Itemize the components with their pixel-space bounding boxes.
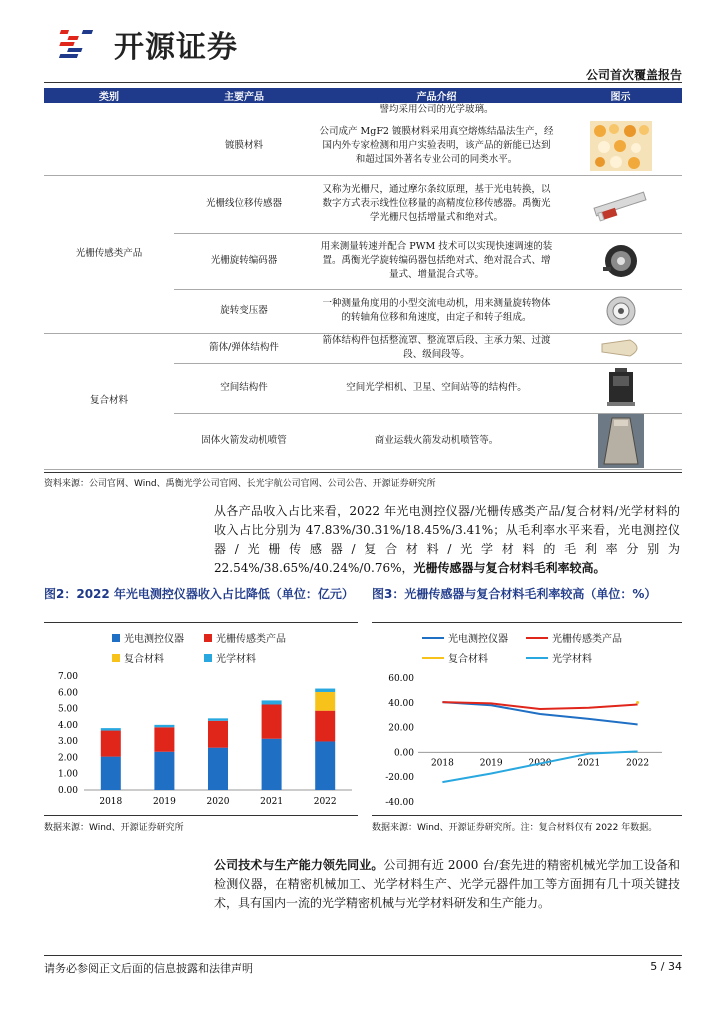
legend-swatch (422, 657, 444, 659)
figure3-source-note: 数据来源：Wind、开源证券研究所。注：复合材料仅有 2022 年数据。 (372, 823, 658, 833)
bar-segment (262, 739, 282, 790)
y-tick-label: -40.00 (385, 798, 414, 808)
x-tick-label: 2020 (528, 758, 552, 769)
image-cell (559, 175, 682, 233)
image-cell (559, 289, 682, 333)
table-bottom-rule (44, 472, 682, 473)
bar-segment (101, 757, 121, 790)
legend-swatch (422, 637, 444, 639)
bar-segment (262, 705, 282, 739)
bar-segment (315, 711, 335, 742)
intro-cell: 譬均采用公司的光学玻璃。 (379, 104, 494, 115)
y-tick-label: -20.00 (385, 773, 414, 784)
footer-disclaimer: 请务必参阅正文后面的信息披露和法律声明 (44, 962, 253, 975)
image-cell (559, 333, 682, 363)
figure2-title: 图2：2022 年光电测控仪器收入占比降低（单位：亿元） (44, 587, 354, 601)
bar-segment (315, 741, 335, 790)
figure2-top-rule (44, 622, 358, 623)
legend-swatch (526, 637, 548, 639)
rocket-fairing-image (596, 334, 646, 362)
figure3-top-rule (372, 622, 682, 623)
column-header: 主要产品 (174, 88, 314, 103)
paragraph-technology (214, 856, 680, 913)
column-header: 类别 (44, 88, 174, 103)
image-cell (559, 117, 682, 175)
y-tick-label: 0.00 (393, 748, 414, 759)
x-tick-label: 2019 (152, 797, 176, 807)
bar-segment (154, 727, 174, 751)
column-header: 产品介绍 (314, 88, 559, 103)
table-row (44, 175, 682, 233)
legend-item (112, 650, 164, 665)
paragraph-revenue-margin (214, 502, 680, 578)
legend-swatch (112, 634, 120, 642)
y-tick-label: 2.00 (57, 753, 78, 764)
revenue-stacked-bar-chart (44, 668, 358, 813)
legend-swatch (204, 654, 212, 662)
legend-item (422, 650, 488, 665)
paragraph-text: 从各产品收入占比来看，2022 年光电测控仪器/光栅传感类产品/复合材料/光学材料的收入占比分别为 47.83%/30.31%/18.45%/3.41%；从毛利率水平来看，光电测控仪器/光栅传感器/复合材料/光学材料的毛利率分别为 22.54%/38.65%/40.24%/0.76%， (214, 504, 680, 575)
legend-label: 光电测控仪器 (124, 634, 184, 645)
legend-item (204, 630, 286, 645)
product-table (44, 88, 682, 470)
product-cell: 固体火箭发动机喷管 (174, 413, 314, 469)
legend-swatch (526, 657, 548, 659)
bar-segment (208, 748, 228, 790)
product-cell: 光栅旋转编码器 (174, 233, 314, 289)
product-cell: 空间结构件 (174, 363, 314, 413)
legend-item (204, 650, 256, 665)
product-cell: 箭体/弹体结构件 (174, 333, 314, 363)
x-tick-label: 2018 (99, 797, 123, 807)
legend-swatch (204, 634, 212, 642)
bar-segment (315, 689, 335, 692)
image-cell (559, 413, 682, 469)
category-cell: 光栅传感类产品 (44, 175, 174, 333)
y-tick-label: 20.00 (388, 723, 414, 734)
y-tick-label: 40.00 (388, 698, 414, 709)
x-tick-label: 2018 (430, 758, 454, 769)
rotary-encoder-image (601, 241, 641, 281)
y-tick-label: 60.00 (388, 674, 414, 684)
image-cell (559, 363, 682, 413)
bar-segment (262, 700, 282, 704)
legend-label: 复合材料 (124, 654, 164, 665)
intro-cell: 又称为光栅尺，通过摩尔条纹原理，基于光电转换，以数字方式表示线性位移量的高精度位移传感器。禹衡光学光栅尺包括增量式和绝对式。 (314, 175, 559, 233)
legend-label: 复合材料 (448, 654, 488, 665)
legend-item (112, 630, 184, 645)
paragraph-text: 公司拥有近 2000 台/套先进的精密机械光学加工设备和检测仪器，在精密机械加工、光学材料生产、光学元器件加工等方面拥有几十项关键技术，具有国内一流的光学精密机械与光学材料研发和生产能力。 (214, 858, 680, 910)
legend-label: 光学材料 (216, 654, 256, 665)
intro-cell: 空间光学相机、卫星、空间站等的结构件。 (314, 363, 559, 413)
intro-cell: 公司成产 MgF2 镀膜材料采用真空熔炼结晶法生产，经国内外专家检测和用户实验表明，该产品的新能已达到和超过国外著名专业公司的同类水平。 (314, 117, 559, 175)
legend-label: 光学材料 (552, 654, 592, 665)
y-tick-label: 0.00 (57, 786, 78, 796)
company-logo (58, 22, 238, 66)
paragraph-bold: 公司技术与生产能力领先同业。 (214, 858, 384, 872)
category-cell: 复合材料 (44, 333, 174, 469)
report-type-label: 公司首次覆盖报告 (585, 68, 682, 82)
legend-item (526, 630, 622, 645)
series-point (636, 701, 639, 704)
x-tick-label: 2020 (206, 797, 230, 807)
product-cell: 镀膜材料 (174, 117, 314, 175)
bar-segment (154, 725, 174, 727)
table-header-row (44, 88, 682, 103)
bar-segment (101, 728, 121, 730)
header-divider (44, 82, 682, 83)
intro-cell: 箭体结构件包括整流罩、整流罩后段、主承力架、过渡段、级间段等。 (314, 333, 559, 363)
bar-segment (208, 718, 228, 720)
rocket-nozzle-image (598, 414, 644, 468)
intro-cell: 一种测量角度用的小型交流电动机，用来测量旋转物体的转轴角位移和角速度，由定子和转子组成。 (314, 289, 559, 333)
gross-margin-line-chart (372, 668, 682, 813)
x-tick-label: 2022 (313, 797, 337, 807)
figure3-bottom-rule (372, 815, 682, 816)
y-tick-label: 4.00 (57, 720, 78, 731)
bar-segment (101, 731, 121, 757)
legend-swatch (112, 654, 120, 662)
figure3-title: 图3：光栅传感器与复合材料毛利率较高（单位：%） (372, 587, 657, 601)
category-cell (44, 103, 174, 175)
page-number: 5 / 34 (650, 960, 682, 973)
figure2-bottom-rule (44, 815, 358, 816)
logo-icon (58, 22, 108, 66)
table-row (44, 333, 682, 363)
image-cell (559, 233, 682, 289)
column-header: 图示 (559, 88, 682, 103)
x-tick-label: 2022 (626, 758, 650, 769)
y-tick-label: 6.00 (57, 688, 78, 699)
image-cell (559, 103, 682, 117)
x-tick-label: 2019 (479, 758, 503, 769)
product-cell: 光栅线位移传感器 (174, 175, 314, 233)
bar-segment (154, 752, 174, 790)
legend-item (526, 650, 592, 665)
coating-material-image (590, 121, 652, 171)
figure2-source-note: 数据来源：Wind、开源证券研究所 (44, 823, 184, 833)
logo-text: 开源证券 (114, 30, 238, 65)
intro-cell: 用来测量转速并配合 PWM 技术可以实现快速调速的装置。禹衡光学旋转编码器包括绝对式、绝对混合式、增量式、增量混合式等。 (314, 233, 559, 289)
legend-label: 光电测控仪器 (448, 634, 508, 645)
product-cell: 旋转变压器 (174, 289, 314, 333)
paragraph-bold: 光栅传感器与复合材料毛利率较高。 (413, 561, 606, 575)
legend-label: 光栅传感类产品 (216, 634, 286, 645)
product-cell (174, 103, 314, 117)
y-tick-label: 5.00 (57, 704, 78, 715)
table-row (44, 103, 682, 117)
y-tick-label: 1.00 (57, 769, 78, 780)
legend-item (422, 630, 508, 645)
legend-label: 光栅传感类产品 (552, 634, 622, 645)
space-structure-image (601, 366, 641, 410)
y-tick-label: 3.00 (57, 737, 78, 748)
bar-segment (315, 692, 335, 711)
intro-cell: 商业运载火箭发动机喷管等。 (314, 413, 559, 469)
footer-divider (44, 955, 682, 956)
x-tick-label: 2021 (260, 797, 284, 807)
y-tick-label: 7.00 (57, 672, 78, 682)
grating-scale-image (590, 184, 652, 224)
table-source-note: 资料来源：公司官网、Wind、禹衡光学公司官网、长光宇航公司官网、公司公告、开源证券研究所 (44, 479, 436, 489)
bar-segment (208, 721, 228, 748)
x-tick-label: 2021 (577, 758, 601, 769)
series-line (442, 702, 637, 709)
resolver-image (604, 294, 638, 328)
